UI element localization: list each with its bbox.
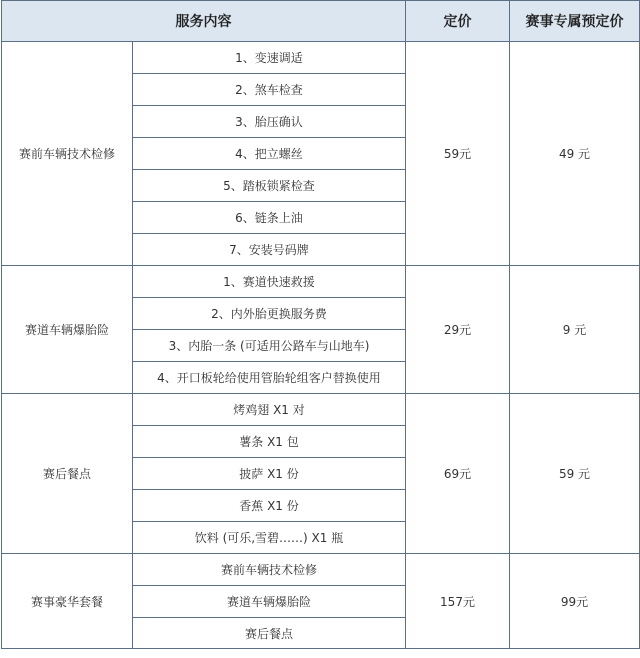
service-item: 赛道车辆爆胎险 <box>133 586 406 618</box>
header-service: 服务内容 <box>2 1 406 42</box>
preorder-price-cell: 49 元 <box>510 42 640 266</box>
service-item: 7、安装号码牌 <box>133 234 406 266</box>
table-row <box>2 266 640 298</box>
preorder-price-cell: 99元 <box>510 554 640 649</box>
service-item: 赛前车辆技术检修 <box>133 554 406 586</box>
price-cell: 29元 <box>406 266 510 394</box>
price-cell: 157元 <box>406 554 510 649</box>
preorder-price-cell: 59 元 <box>510 394 640 554</box>
service-item: 1、变速调适 <box>133 42 406 74</box>
service-price-table <box>1 0 640 649</box>
service-item: 2、煞车检查 <box>133 74 406 106</box>
service-item: 1、赛道快速救援 <box>133 266 406 298</box>
price-cell: 69元 <box>406 394 510 554</box>
service-item: 饮料 (可乐,雪碧……) X1 瓶 <box>133 522 406 554</box>
category-cell: 赛后餐点 <box>2 394 133 554</box>
price-cell: 59元 <box>406 42 510 266</box>
category-cell: 赛事豪华套餐 <box>2 554 133 649</box>
category-cell: 赛道车辆爆胎险 <box>2 266 133 394</box>
preorder-price-cell: 9 元 <box>510 266 640 394</box>
category-cell: 赛前车辆技术检修 <box>2 42 133 266</box>
table-row <box>2 554 640 586</box>
table-row <box>2 394 640 426</box>
service-item: 6、链条上油 <box>133 202 406 234</box>
table-header-row <box>2 1 640 42</box>
service-item: 4、开口板轮给使用管胎轮组客户替换使用 <box>133 362 406 394</box>
service-item: 3、胎压确认 <box>133 106 406 138</box>
service-item: 3、内胎一条 (可适用公路车与山地车) <box>133 330 406 362</box>
service-item: 4、把立螺丝 <box>133 138 406 170</box>
service-item: 赛后餐点 <box>133 618 406 649</box>
service-item: 烤鸡翅 X1 对 <box>133 394 406 426</box>
service-item: 2、内外胎更换服务费 <box>133 298 406 330</box>
service-item: 香蕉 X1 份 <box>133 490 406 522</box>
header-price: 定价 <box>406 1 510 42</box>
service-item: 披萨 X1 份 <box>133 458 406 490</box>
header-preorder-price: 赛事专属预定价 <box>510 1 640 42</box>
table-row <box>2 42 640 74</box>
service-item: 薯条 X1 包 <box>133 426 406 458</box>
service-item: 5、踏板锁紧检查 <box>133 170 406 202</box>
